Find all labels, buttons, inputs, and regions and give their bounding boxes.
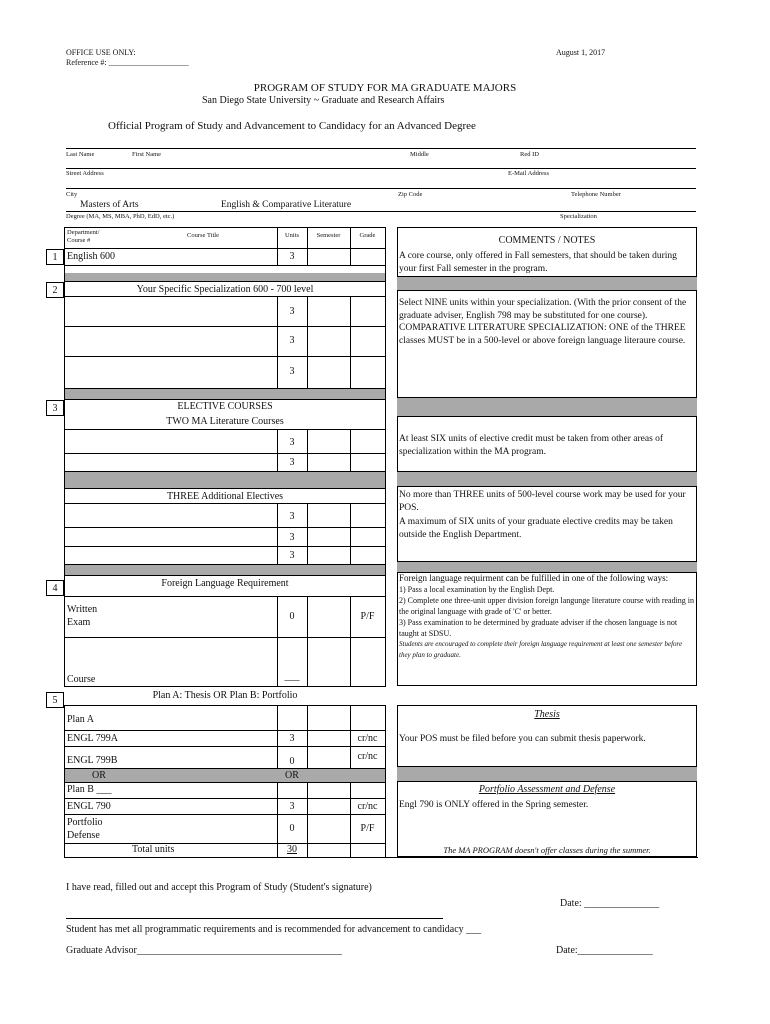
advisor-date[interactable]: Date:_______________	[556, 945, 653, 956]
thesis-note: Your POS must be filed before you can submit thesis paperwork.	[399, 734, 646, 744]
candidacy-statement[interactable]: Student has met all programmatic requirements and is recommended for advancement to candidacy ___	[66, 924, 482, 935]
city-label: City	[66, 191, 78, 198]
section-2-units-2[interactable]: 3	[289, 335, 295, 346]
course-english-600[interactable]: English 600	[67, 251, 116, 262]
plan-a-label: Plan A	[67, 714, 94, 725]
specialization-value[interactable]: English & Comparative Literature	[221, 200, 352, 210]
engl-799b-units[interactable]: 0	[289, 756, 295, 767]
engl-799a-units[interactable]: 3	[289, 733, 295, 744]
fl-course-units[interactable]: ___	[284, 671, 300, 682]
section-1-number: 1	[46, 249, 64, 265]
fl-note-1: 1) Pass a local examination by the English Dept.	[399, 585, 555, 594]
section-2-number: 2	[46, 282, 64, 298]
phone-label: Telephone Number	[571, 191, 621, 198]
form-subtitle: San Diego State University ~ Graduate and Research Affairs	[202, 95, 445, 106]
section-2-units-3[interactable]: 3	[289, 366, 295, 377]
or-label-right: OR	[285, 770, 299, 781]
fl-course-label: Course	[67, 674, 96, 685]
portfolio-grade[interactable]: P/F	[360, 823, 375, 834]
section-2-units-1[interactable]: 3	[289, 306, 295, 317]
engl-790: ENGL 790	[67, 801, 111, 812]
total-units-label: Total units	[132, 844, 175, 855]
engl-799b-grade[interactable]: cr/nc	[357, 751, 378, 762]
engl-790-units[interactable]: 3	[289, 801, 295, 812]
form-date: August 1, 2017	[556, 48, 606, 57]
comments-header: COMMENTS / NOTES	[498, 235, 596, 246]
first-name-label: First Name	[132, 151, 162, 158]
official-title: Official Program of Study and Advancement to Candidacy for an Advanced Degree	[108, 120, 476, 132]
total-units-value: 30	[287, 844, 297, 855]
email-label: E-Mail Address	[508, 170, 549, 177]
reference-field[interactable]: Reference #: ____________________	[66, 58, 189, 67]
section-3-sub1: TWO MA Literature Courses	[166, 416, 284, 427]
fl-note-2: 2) Complete one three-unit upper division foreign langunge literature course with reading in the original language with grade of 'C' or better.	[399, 596, 695, 616]
section-2-note: Select NINE units within your specialization. (With the prior consent of the graduate adviser, English 798 may be substituted for one course). COMPARATIVE LITERATURE SPECIALIZATION: ONE of the THREE classes MUST be in a 500-level or above foreign language literaure course.	[399, 298, 687, 346]
portfolio-units[interactable]: 0	[289, 823, 295, 834]
section-2-heading: Your Specific Specialization 600 - 700 level	[136, 284, 314, 295]
middle-label: Middle	[410, 151, 429, 158]
summer-note: The MA PROGRAM doesn't offer classes during the summer.	[443, 845, 651, 855]
section-3-units-3[interactable]: 3	[289, 511, 295, 522]
written-exam-grade[interactable]: P/F	[360, 611, 375, 622]
section-3-note-2a: No more than THREE units of 500-level course work may be used for your POS.	[399, 490, 686, 513]
section-1-note: A core course, only offered in Fall semesters, that should be taken during your first Fall semester in the program.	[399, 251, 677, 274]
written-exam-units[interactable]: 0	[289, 611, 295, 622]
last-name-label: Last Name	[66, 151, 95, 158]
col-grade: Grade	[359, 232, 376, 239]
section-3-units-4[interactable]: 3	[289, 532, 295, 543]
section-3-sub2: THREE Additional Electives	[166, 491, 284, 502]
section-3-units-1[interactable]: 3	[289, 437, 295, 448]
plan-b-label[interactable]: Plan B ___	[67, 784, 112, 795]
units-english-600[interactable]: 3	[289, 251, 295, 262]
engl-790-grade[interactable]: cr/nc	[357, 801, 378, 812]
specialization-label: Specialization	[560, 213, 597, 220]
engl-799a: ENGL 799A	[67, 733, 119, 744]
street-label: Street Address	[66, 170, 104, 177]
section-5-number: 5	[46, 692, 64, 708]
section-4-heading: Foreign Language Requirement	[161, 578, 289, 589]
degree-label: Degree (MA, MS, MBA, PhD, EdD, etc.)	[66, 213, 175, 220]
portfolio-defense: Portfolio Defense	[67, 817, 103, 841]
section-3-units-2[interactable]: 3	[289, 457, 295, 468]
portfolio-title: Portfolio Assessment and Defense	[478, 784, 616, 795]
street-line[interactable]	[66, 168, 696, 169]
section-3-units-5[interactable]: 3	[289, 550, 295, 561]
col-units: Units	[284, 232, 300, 239]
written-exam-label: Written Exam	[67, 604, 98, 628]
section-3-note-2b: A maximum of SIX units of your graduate elective credits may be taken outside the English Department.	[399, 517, 673, 540]
thesis-title: Thesis	[534, 709, 560, 720]
section-3-number: 3	[46, 400, 64, 416]
city-line[interactable]	[66, 188, 696, 189]
fl-note-3: 3) Pass examination to be determined by graduate adviser if the chosen language is not taught at SDSU.	[399, 618, 678, 638]
section-3-heading: ELECTIVE COURSES	[177, 401, 273, 412]
signature-statement: I have read, filled out and accept this Program of Study (Student's signature)	[66, 882, 372, 893]
col-dept: Department/ Course #	[67, 229, 100, 244]
section-3-note-1: At least SIX units of elective credit must be taken from other areas of specialization within the MA program.	[399, 434, 664, 457]
form-title: PROGRAM OF STUDY FOR MA GRADUATE MAJORS	[253, 82, 517, 94]
section-4-number: 4	[46, 580, 64, 596]
graduate-advisor-line[interactable]: Graduate Advisor_________________________________________	[66, 945, 342, 956]
section-5-heading: Plan A: Thesis OR Plan B: Portfolio	[152, 690, 298, 701]
or-label-left: OR	[92, 770, 106, 781]
signature-date[interactable]: Date: _______________	[560, 898, 660, 909]
col-semester: Semester	[316, 232, 341, 239]
fl-note-4: Students are encouraged to complete their foreign language requirement at least one semester before they plan to graduate.	[399, 640, 683, 659]
engl-799b: ENGL 799B	[67, 755, 118, 766]
office-use-label: OFFICE USE ONLY:	[66, 48, 136, 57]
fl-note-intro: Foreign language requirment can be fulfilled in one of the following ways:	[399, 573, 669, 583]
portfolio-note: Engl 790 is ONLY offered in the Spring semester.	[399, 800, 589, 810]
degree-value[interactable]: Masters of Arts	[80, 200, 139, 210]
zip-label: Zip Code	[398, 191, 423, 198]
red-id-label: Red ID	[520, 151, 539, 158]
signature-line[interactable]	[66, 918, 443, 919]
col-title: Course Title	[187, 232, 219, 239]
engl-799a-grade[interactable]: cr/nc	[357, 733, 378, 744]
